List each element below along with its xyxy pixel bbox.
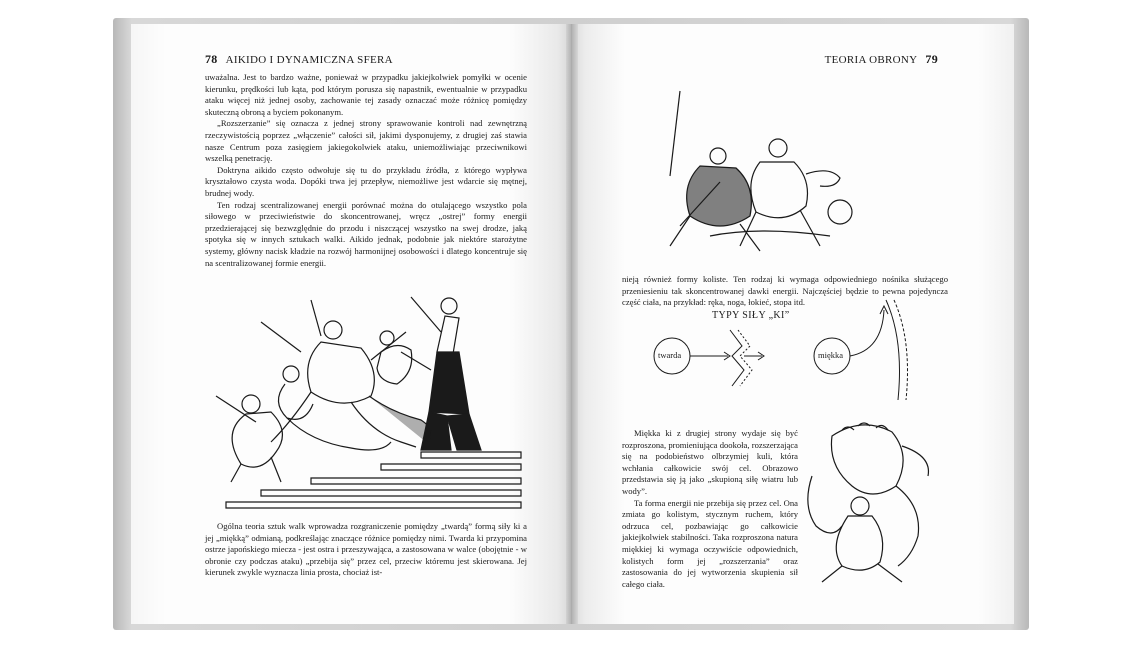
paragraph: nieją również formy koliste. Ten rodzaj ki wymaga odpowiedniego nośnika służącego przeniesieniu tak skoncentrowanej dawki energii. Najczęściej będzie to pewna pojedyncza część ciała, na przykład: ręka, noga, łokieć, stopa itd. (622, 274, 948, 308)
left-running-head (205, 52, 393, 67)
right-page-number: 79 (925, 52, 938, 66)
paragraph: uważalna. Jest to bardzo ważne, ponieważ w przypadku jakiejkolwiek pomyłki w ocenie kierunku, prędkości lub kąta, pod którym porusza się napastnik, ewentualnie w przypadku ataku więcej niż jednej osoby, zachowanie tej zasady oznaczać może różnicę pomiędzy skuteczną obroną a byciem pokonanym. (205, 72, 527, 117)
right-bottom-text (622, 428, 798, 590)
right-running-head (825, 52, 938, 67)
paragraph: Ten rodzaj scentralizowanej energii porównać można do otulającego wszystko pola siłowego w przeciwieństwie do skoncentrowanej, wręcz „ostrej” formy energii przedzierającej się bezwzględnie do przodu i niszczącej wszystko na swej drodze, jaką spotyka się w innych sztukach walki. Aikido jednak, podobnie jak niektóre starożytne systemy, główny nacisk kładzie na rozwój harmonijnej osobowości i dlatego koncentruje się na scentralizowanej formie energii. (205, 199, 527, 268)
left-page (131, 24, 571, 624)
paragraph: Ogólna teoria sztuk walk wprowadza rozgraniczenie pomiędzy „twardą” formą siły ki a jej „miękką” odmianą, podkreślając znaczące różnice pomiędzy nimi. Twarda ki przypomina ostrze japońskiego miecza - jest ostra i przeszywająca, a zastosowana w walce (obojętnie - w obronie czy podczas ataku) „przebija się” przez cel, przeciw któremu jest skierowana. Jej kierunek zwykle wyznacza linia prosta, chociaż ist- (205, 521, 527, 578)
left-top-text (205, 72, 527, 269)
ki-types-diagram (632, 290, 962, 414)
paragraph: Ta forma energii nie przebija się przez cel. Ona zmiata go kolistym, stycznym ruchem, który odrzuca cel, pozbawiając go całkowicie jakiejkolwiek stabilności. Taka rozproszona natura miękkiej ki wymaga oczywiście odpowiednich, kolistych form jej „rozszerzania” oraz zastosowania do jej wytworzenia skupienia sił całego ciała. (622, 497, 798, 589)
soft-ki-label: miękka (818, 350, 844, 360)
book-spine (566, 24, 578, 624)
right-page (572, 24, 1014, 624)
samurai-throw-illustration (792, 416, 942, 584)
samurai-fight-illustration (201, 292, 531, 517)
paragraph: „Rozszerzanie” się oznacza z jednej strony sprawowanie kontroli nad zewnętrzną rzeczywistością poprzez „włączenie” całości sił, jakimi dysponujemy, z drugiej zaś stawia nasze Centrum poza zasięgiem jakiegokolwiek ataku, uniemożliwiając przeciwnikowi wszelką penetrację. (205, 118, 527, 164)
left-page-number: 78 (205, 52, 218, 66)
paragraph: Miękka ki z drugiej strony wydaje się być rozproszona, promieniująca dookoła, rozszerzająca się na podobieństwo olbrzymiej kuli, która wchłania całkowicie swój cel. Obrazowo przedstawia się ją jako „skupioną siłę wiatru lub wody”. (622, 428, 798, 496)
samurai-combat-illustration (660, 86, 860, 256)
right-running-title: TEORIA OBRONY (824, 54, 918, 66)
paragraph: Doktryna aikido często odwołuje się tu do przykładu źródła, z którego wypływa kryształowo czysta woda. Dopóki trwa jej przepływ, niemożliwe jest wdarcie się mętnej, brudnej wody. (205, 164, 527, 198)
left-running-title: AIKIDO I DYNAMICZNA SFERA (225, 54, 393, 66)
hard-ki-label: twarda (658, 350, 682, 360)
diagram-title: TYPY SIŁY „KI” (712, 310, 790, 321)
left-bottom-text (205, 521, 527, 579)
